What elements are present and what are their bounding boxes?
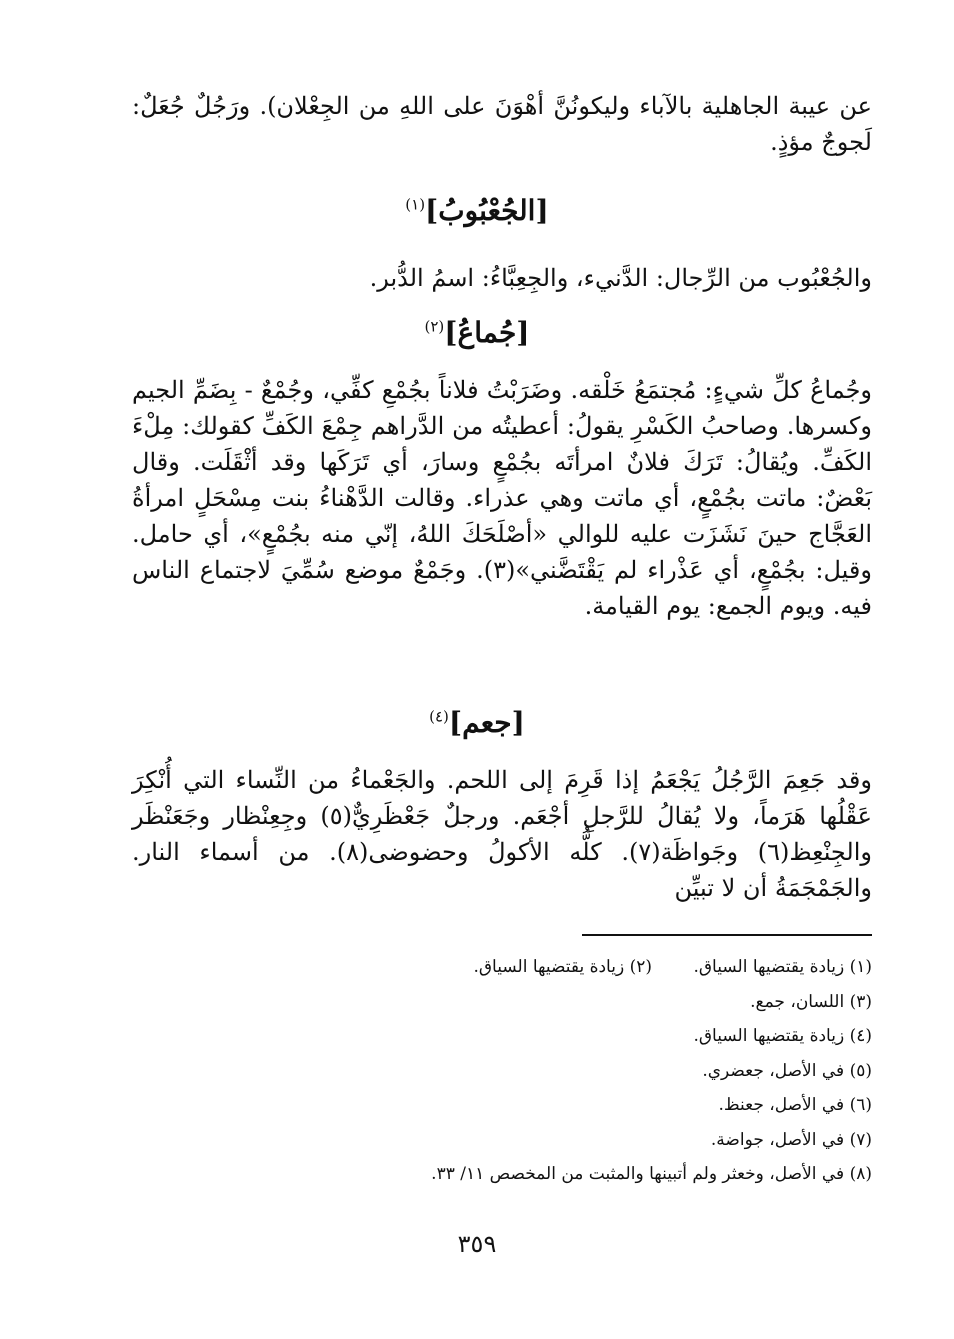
footnote-text: (١) زيادة يقتضيها السياق. [693,957,872,977]
footnotes-list [132,950,872,1192]
entry-heading [0,706,954,739]
entry-heading-text: [جعم] [448,706,525,739]
entry-heading [0,194,954,227]
footnote-item: (٨) في الأصل، وخعثر ولم أتبينها والمثبت من المخصص ١١/ ٣٣. [431,1164,872,1184]
entry-heading-text: [الجُعْبُوبُ] [425,194,549,227]
entry-heading-text: [جُماعُ] [444,316,530,349]
entry-paragraph: والجُعْبُوب من الرِّجال: الدَّنيء، والجِعِبَّاءُ: اسمُ الدُّبر. [369,264,872,292]
footnote-item: (٣) اللسان، جمع. [750,991,872,1012]
intro-paragraph: عن عيبة الجاهلية بالآباء وليكونُنَّ أهْوَنَ على اللهِ من الجِعْلان). ورَجُلٌ جُعَلٌ: لَجوجٌ مؤذٍ. [132,92,872,156]
footnote-text: (٢) زيادة يقتضيها السياق. [473,957,652,977]
footnote-marker: (٤) [429,707,449,726]
footnote-item: (٦) في الأصل، جعنظ. [718,1095,872,1115]
footnote-item: (٥) في الأصل، جعضري. [702,1060,872,1081]
page-number: ٣٥٩ [457,1230,497,1258]
footnote-item [132,950,872,985]
footnote-marker: (١) [405,195,426,214]
footnote-item: (٤) زيادة يقتضيها السياق. [693,1026,872,1046]
footnote-item: (٧) في الأصل، جواضة. [710,1129,872,1150]
footnote-divider [582,934,872,936]
entry-heading [0,316,954,349]
entry-paragraph: وقد جَعِمَ الرَّجُلُ يَجْعَمُ إذا قَرِمَ إلى اللحم. والجَعْماءُ من النِّساء التي أُنْكِرَ عَقْلُها هَرَماً، ولا يُقالُ للرَّجلِ أجْعَم. ورجلٌ جَعْظَرِيٌّ(٥) وجِعِنْظار وجَعَنْظَر والجِنْعِظ(٦) وجَواظَة(٧). كلُّه الأكولُ وحضوضى(٨). من أسماء النار. والجَمْجَمَةُ أن لا تبيِّن [132,766,872,902]
footnote-marker: (٢) [424,317,445,336]
entry-paragraph: وجُماعُ كلِّ شيءٍ: مُجتمَعُ خَلْقه. وضَرَبْتُ فلاناً بجُمْعِ كفِّي، وجُمْعٌ - بِضَمِّ الجيم وكسرها. وصاحبُ الكَسْرِ يقولُ: أعطيتُه من الدَّراهم جِمْعَ الكَفِّ كقولك: مِلْءَ الكَفِّ. ويُقالُ: تَرَكَ فلانٌ امرأتَه بجُمْعٍ وسارَ، أي تَرَكَها وقد أثْقَلَت. وقال بَعْضٌ: ماتت بجُمْعٍ، أي ماتت وهي عذراء. وقالت الدَّهْناءُ بنت مِسْحَلٍ امرأةُ العَجَّاج حينَ نَشَزَت عليه للوالي «أصْلَحَكَ اللهُ، إنّي منه بجُمْعٍ»، أي حامل. وقيل: بجُمْعٍ، أي عَذْراء لم يَقْتَضَّني»(٣). وجَمْعٌ موضع سُمِّيَ لاجتماع الناس فيه. ويوم الجمع: يوم القيامة. [132,376,872,620]
